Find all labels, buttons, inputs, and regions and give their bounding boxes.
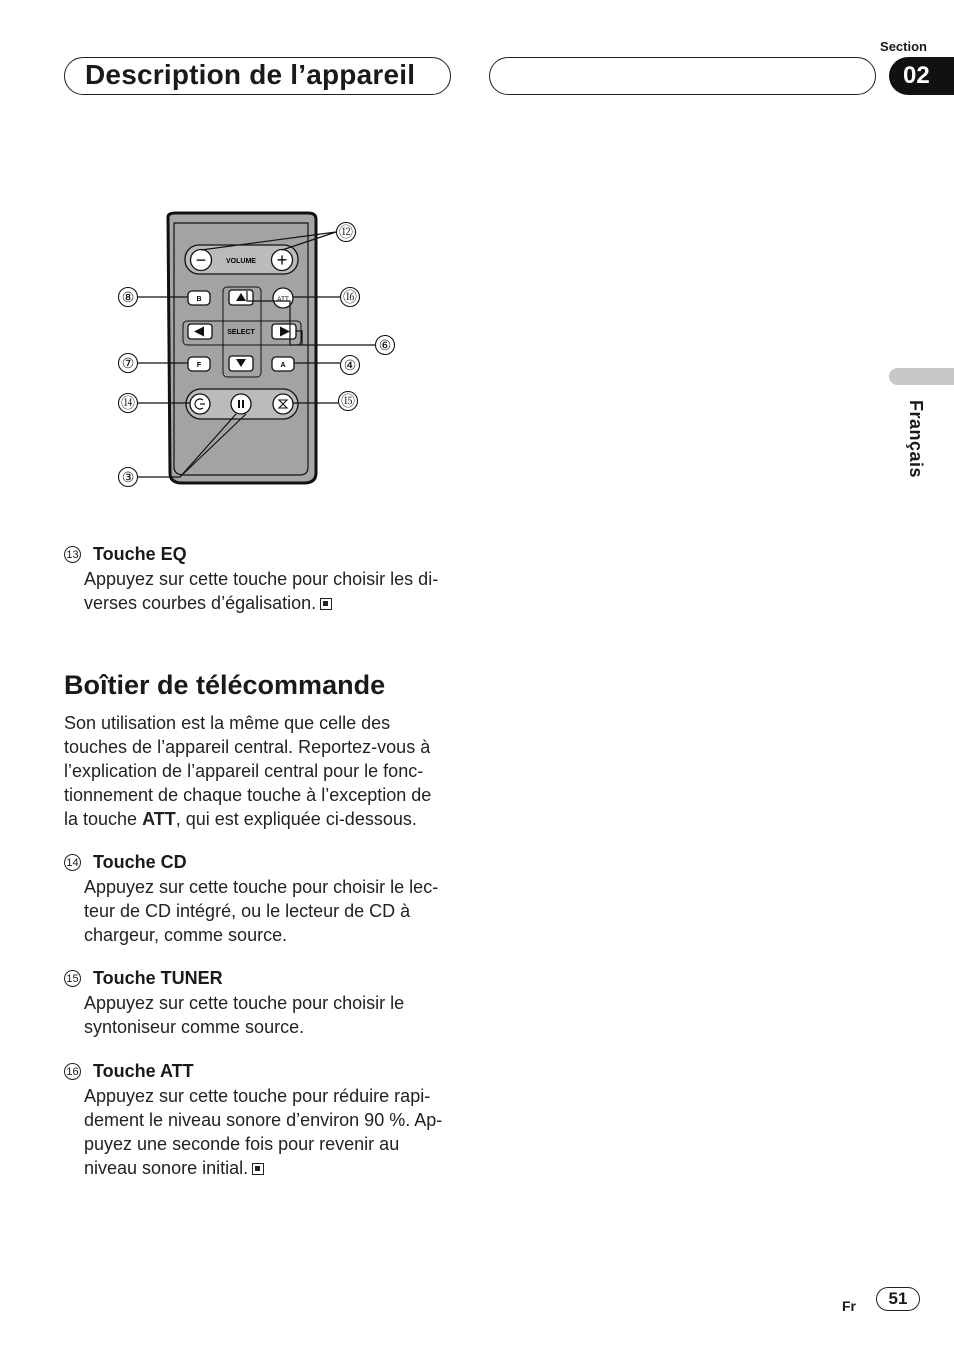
item-title: Touche EQ bbox=[93, 544, 187, 564]
callout-14: ⑭ bbox=[121, 395, 135, 411]
item-title: Touche ATT bbox=[93, 1061, 194, 1081]
text-line: Son utilisation est la même que celle des bbox=[64, 713, 391, 733]
item-14-heading bbox=[64, 852, 187, 873]
callout-12: ⑫ bbox=[339, 224, 353, 240]
volume-minus-label: − bbox=[195, 250, 207, 270]
volume-label: VOLUME bbox=[226, 258, 256, 265]
item-number: 14 bbox=[64, 854, 81, 871]
item-number: 16 bbox=[64, 1063, 81, 1080]
text-line: touches de l’appareil central. Reportez-vous à bbox=[64, 737, 431, 757]
end-mark-icon bbox=[252, 1163, 264, 1175]
text-line: syntoniseur comme source. bbox=[84, 1017, 305, 1037]
item-14-description bbox=[84, 875, 456, 947]
item-16-heading bbox=[64, 1061, 194, 1082]
text-fragment: la touche bbox=[64, 809, 143, 829]
callout-4: ④ bbox=[343, 357, 357, 373]
text-line: teur de CD intégré, ou le lecteur de CD à bbox=[84, 901, 411, 921]
section-heading: Boîtier de télécommande bbox=[64, 670, 386, 700]
callout-16: ⑯ bbox=[343, 289, 357, 305]
text-line: l’explication de l’appareil central pour le fonc- bbox=[64, 761, 424, 781]
text-line: chargeur, comme source. bbox=[84, 925, 288, 945]
language-tab bbox=[889, 368, 954, 385]
text-line: puyez une seconde fois pour revenir au bbox=[84, 1134, 400, 1154]
callout-15: ⑮ bbox=[341, 393, 355, 409]
end-mark-icon bbox=[320, 598, 332, 610]
text-fragment: , qui est expliquée ci-dessous. bbox=[175, 809, 417, 829]
item-15-heading bbox=[64, 968, 223, 989]
section-number-badge: 02 bbox=[889, 57, 954, 95]
text-line: tionnement de chaque touche à l’exception de bbox=[64, 785, 432, 805]
text-line: Appuyez sur cette touche pour choisir le lec- bbox=[84, 877, 439, 897]
item-16-description bbox=[84, 1084, 456, 1180]
chapter-title: Description de l’appareil bbox=[85, 59, 416, 90]
section-intro bbox=[64, 711, 464, 831]
att-keyword: ATT bbox=[142, 809, 176, 829]
item-title: Touche CD bbox=[93, 852, 187, 872]
pause-button[interactable] bbox=[231, 394, 251, 414]
callout-3: ③ bbox=[121, 469, 135, 485]
a-label: A bbox=[280, 362, 286, 369]
volume-plus-label: + bbox=[276, 250, 288, 270]
text-line: Appuyez sur cette touche pour réduire rapi- bbox=[84, 1086, 431, 1106]
item-13-description bbox=[84, 567, 456, 615]
item-number: 13 bbox=[64, 546, 81, 563]
callout-7: ⑦ bbox=[121, 355, 135, 371]
footer-language-code: Fr bbox=[842, 1298, 856, 1314]
b-label: B bbox=[196, 296, 202, 303]
page-number: 51 bbox=[876, 1287, 920, 1311]
callout-6: ⑥ bbox=[378, 337, 392, 353]
item-number: 15 bbox=[64, 970, 81, 987]
text-line: Appuyez sur cette touche pour choisir les di- bbox=[84, 569, 439, 589]
item-15-description bbox=[84, 991, 456, 1039]
item-13-heading bbox=[64, 544, 187, 565]
pause-icon bbox=[238, 400, 240, 408]
text-line: verses courbes d’égalisation. bbox=[84, 593, 317, 613]
att-label: ATT bbox=[277, 296, 289, 303]
callout-8: ⑧ bbox=[121, 289, 135, 305]
chapter-title-pill bbox=[64, 57, 451, 95]
remote-control-figure bbox=[110, 205, 410, 495]
header-blank-pill bbox=[489, 57, 876, 95]
section-label: Section bbox=[880, 39, 927, 54]
item-title: Touche TUNER bbox=[93, 968, 223, 988]
language-label: Français bbox=[906, 400, 926, 479]
text-line: dement le niveau sonore d’environ 90 %. Ap- bbox=[84, 1110, 443, 1130]
select-label: SELECT bbox=[227, 329, 255, 336]
text-line: Appuyez sur cette touche pour choisir le bbox=[84, 993, 405, 1013]
f-label: F bbox=[196, 362, 202, 369]
text-line: niveau sonore initial. bbox=[84, 1158, 249, 1178]
